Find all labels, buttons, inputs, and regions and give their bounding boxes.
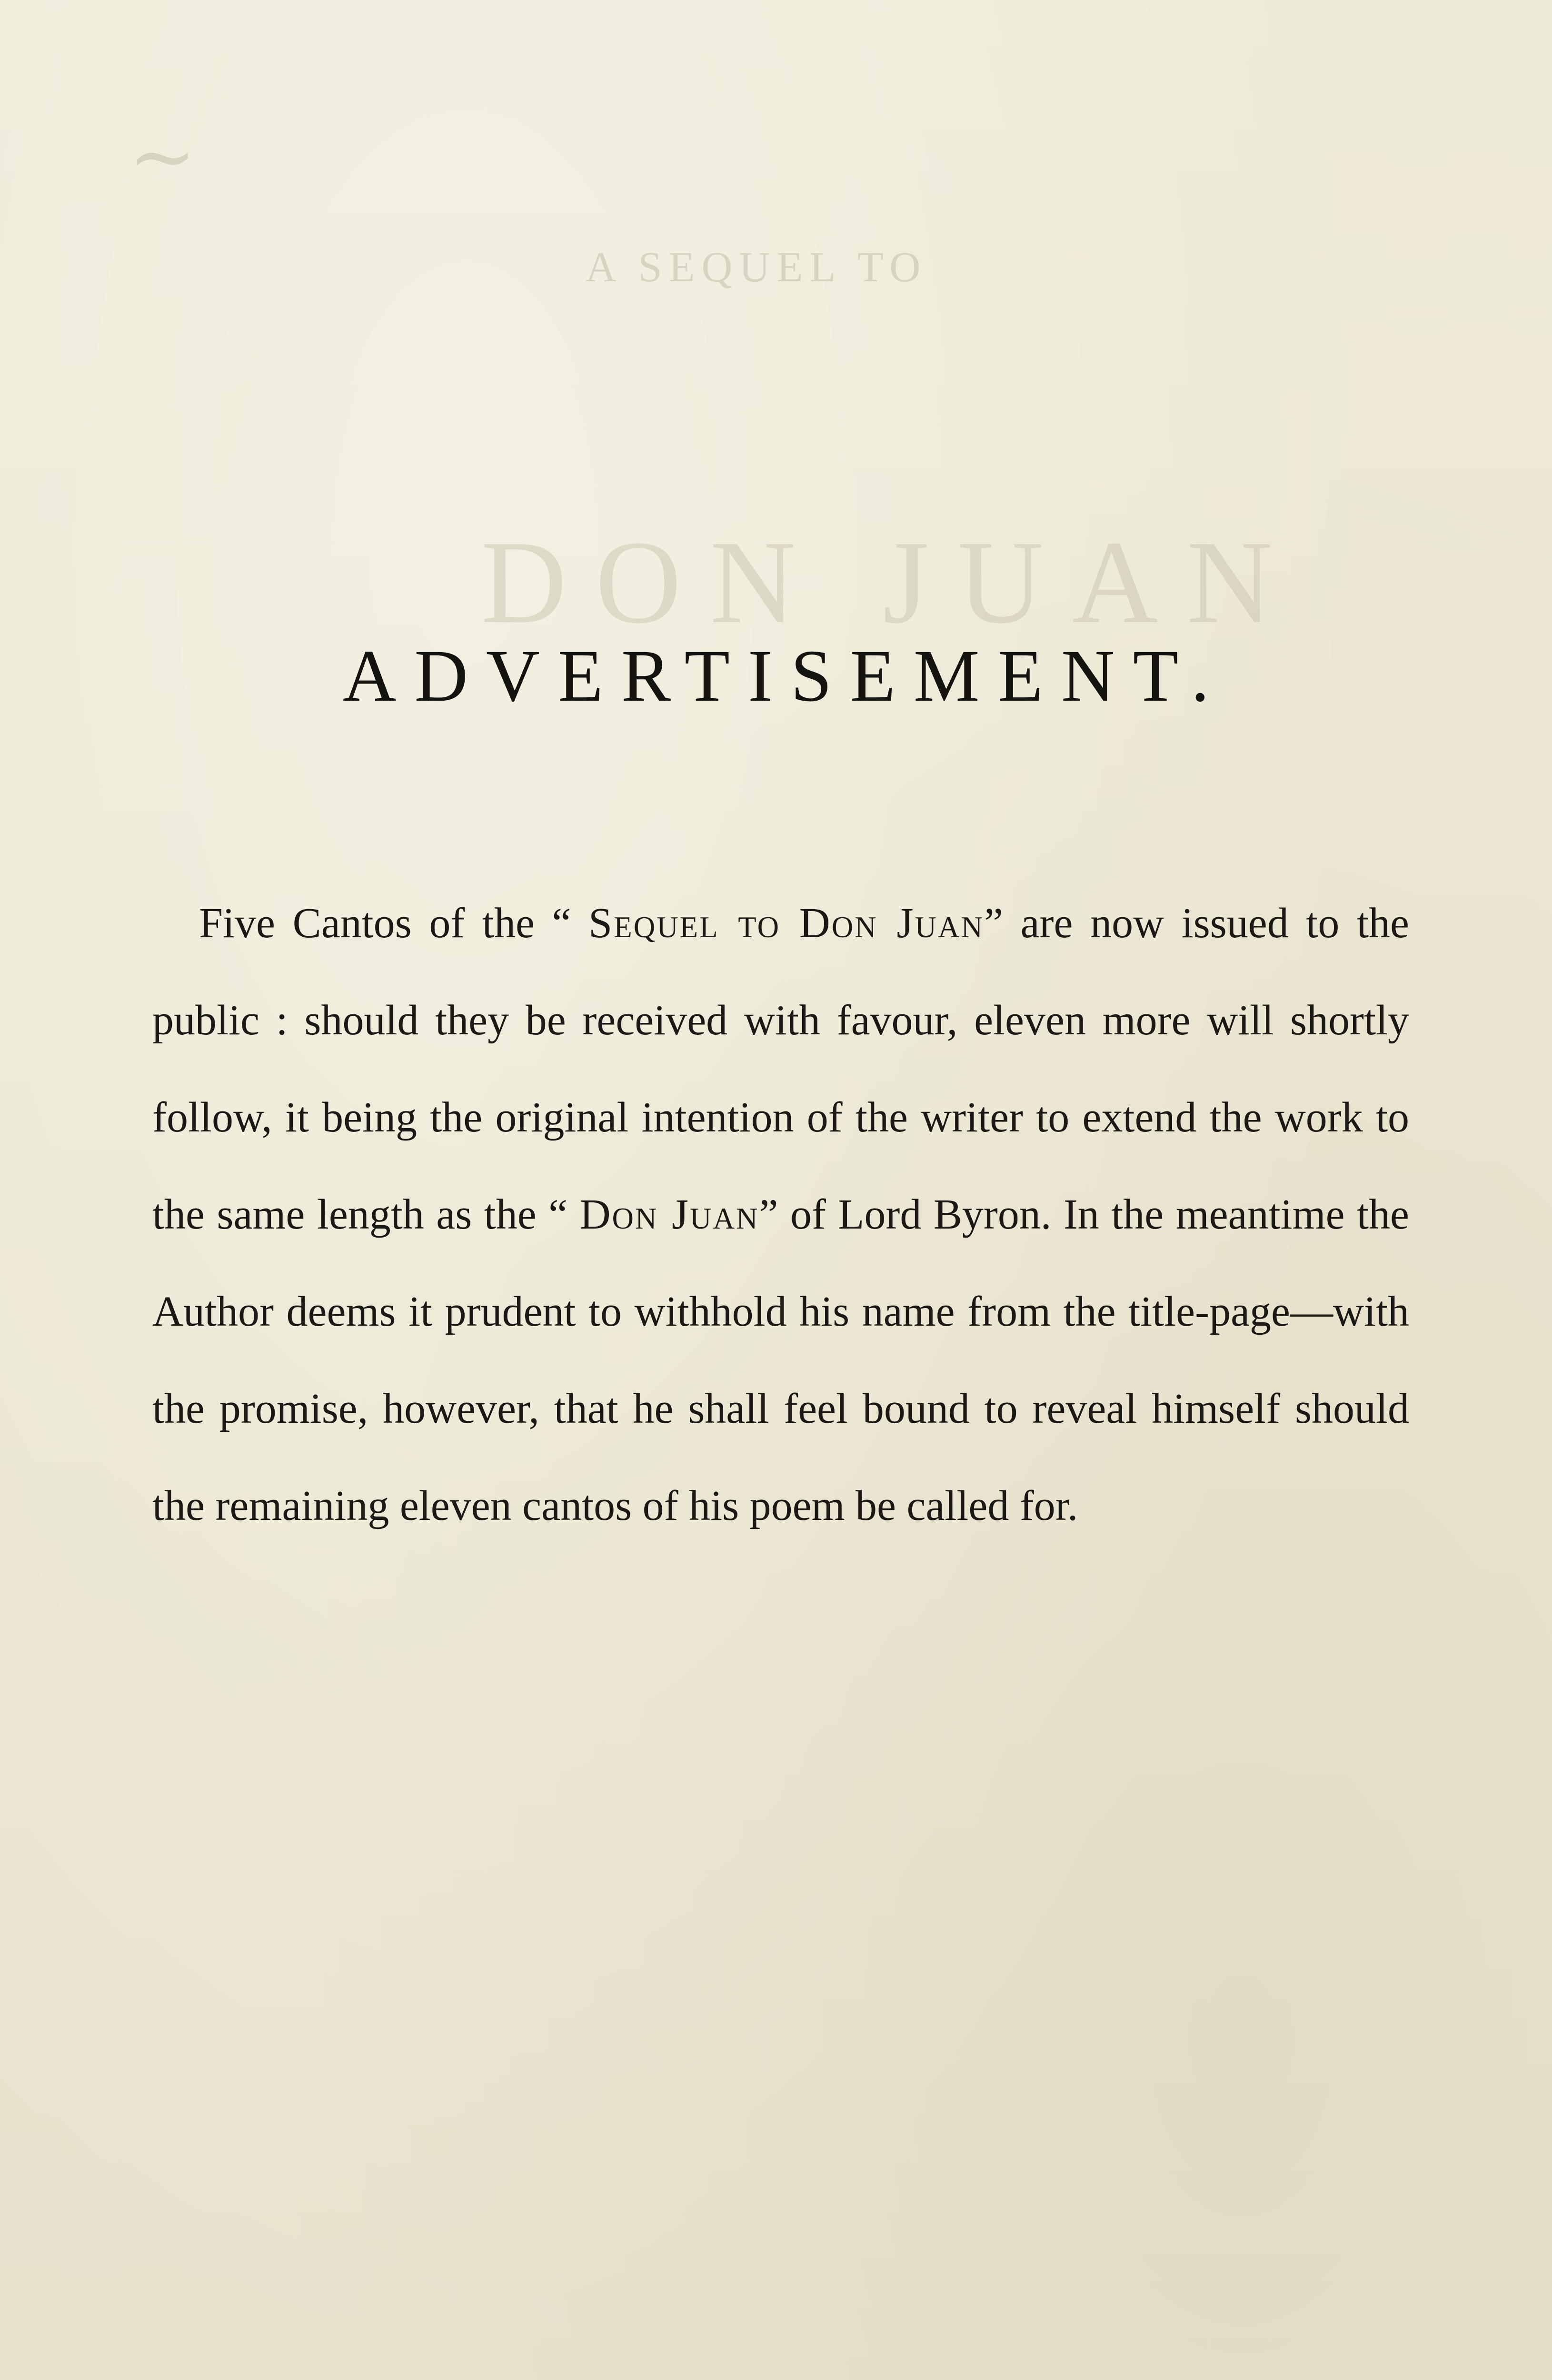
ghost-don-juan-text: DON JUAN xyxy=(481,516,1302,648)
paragraph-part-1: Five Cantos of the “ xyxy=(199,900,589,947)
paragraph-part-2: ” are now issued to the public : should they be received with favour, eleven more will shortly follow, it being the original intention of the writer to extend the work to the same length as the “ xyxy=(152,900,1409,1238)
sequel-title-smallcaps: Sequel to Don Juan xyxy=(588,900,984,947)
don-juan-smallcaps: Don Juan xyxy=(579,1191,759,1238)
advertisement-paragraph xyxy=(152,875,1409,1555)
ghost-sequel-text: A SEQUEL TO xyxy=(586,244,927,291)
ghost-handwriting: ~ xyxy=(129,109,197,204)
advertisement-body xyxy=(152,875,1409,1555)
paragraph-part-3: ” of Lord Byron. In the meantime the Author deems it prudent to withhold his name from the title-page—with the promise, however, that he shall feel bound to reveal himself should the remaining eleven cantos of his poem be called for. xyxy=(152,1191,1409,1529)
page-title: ADVERTISEMENT. xyxy=(342,635,1228,717)
